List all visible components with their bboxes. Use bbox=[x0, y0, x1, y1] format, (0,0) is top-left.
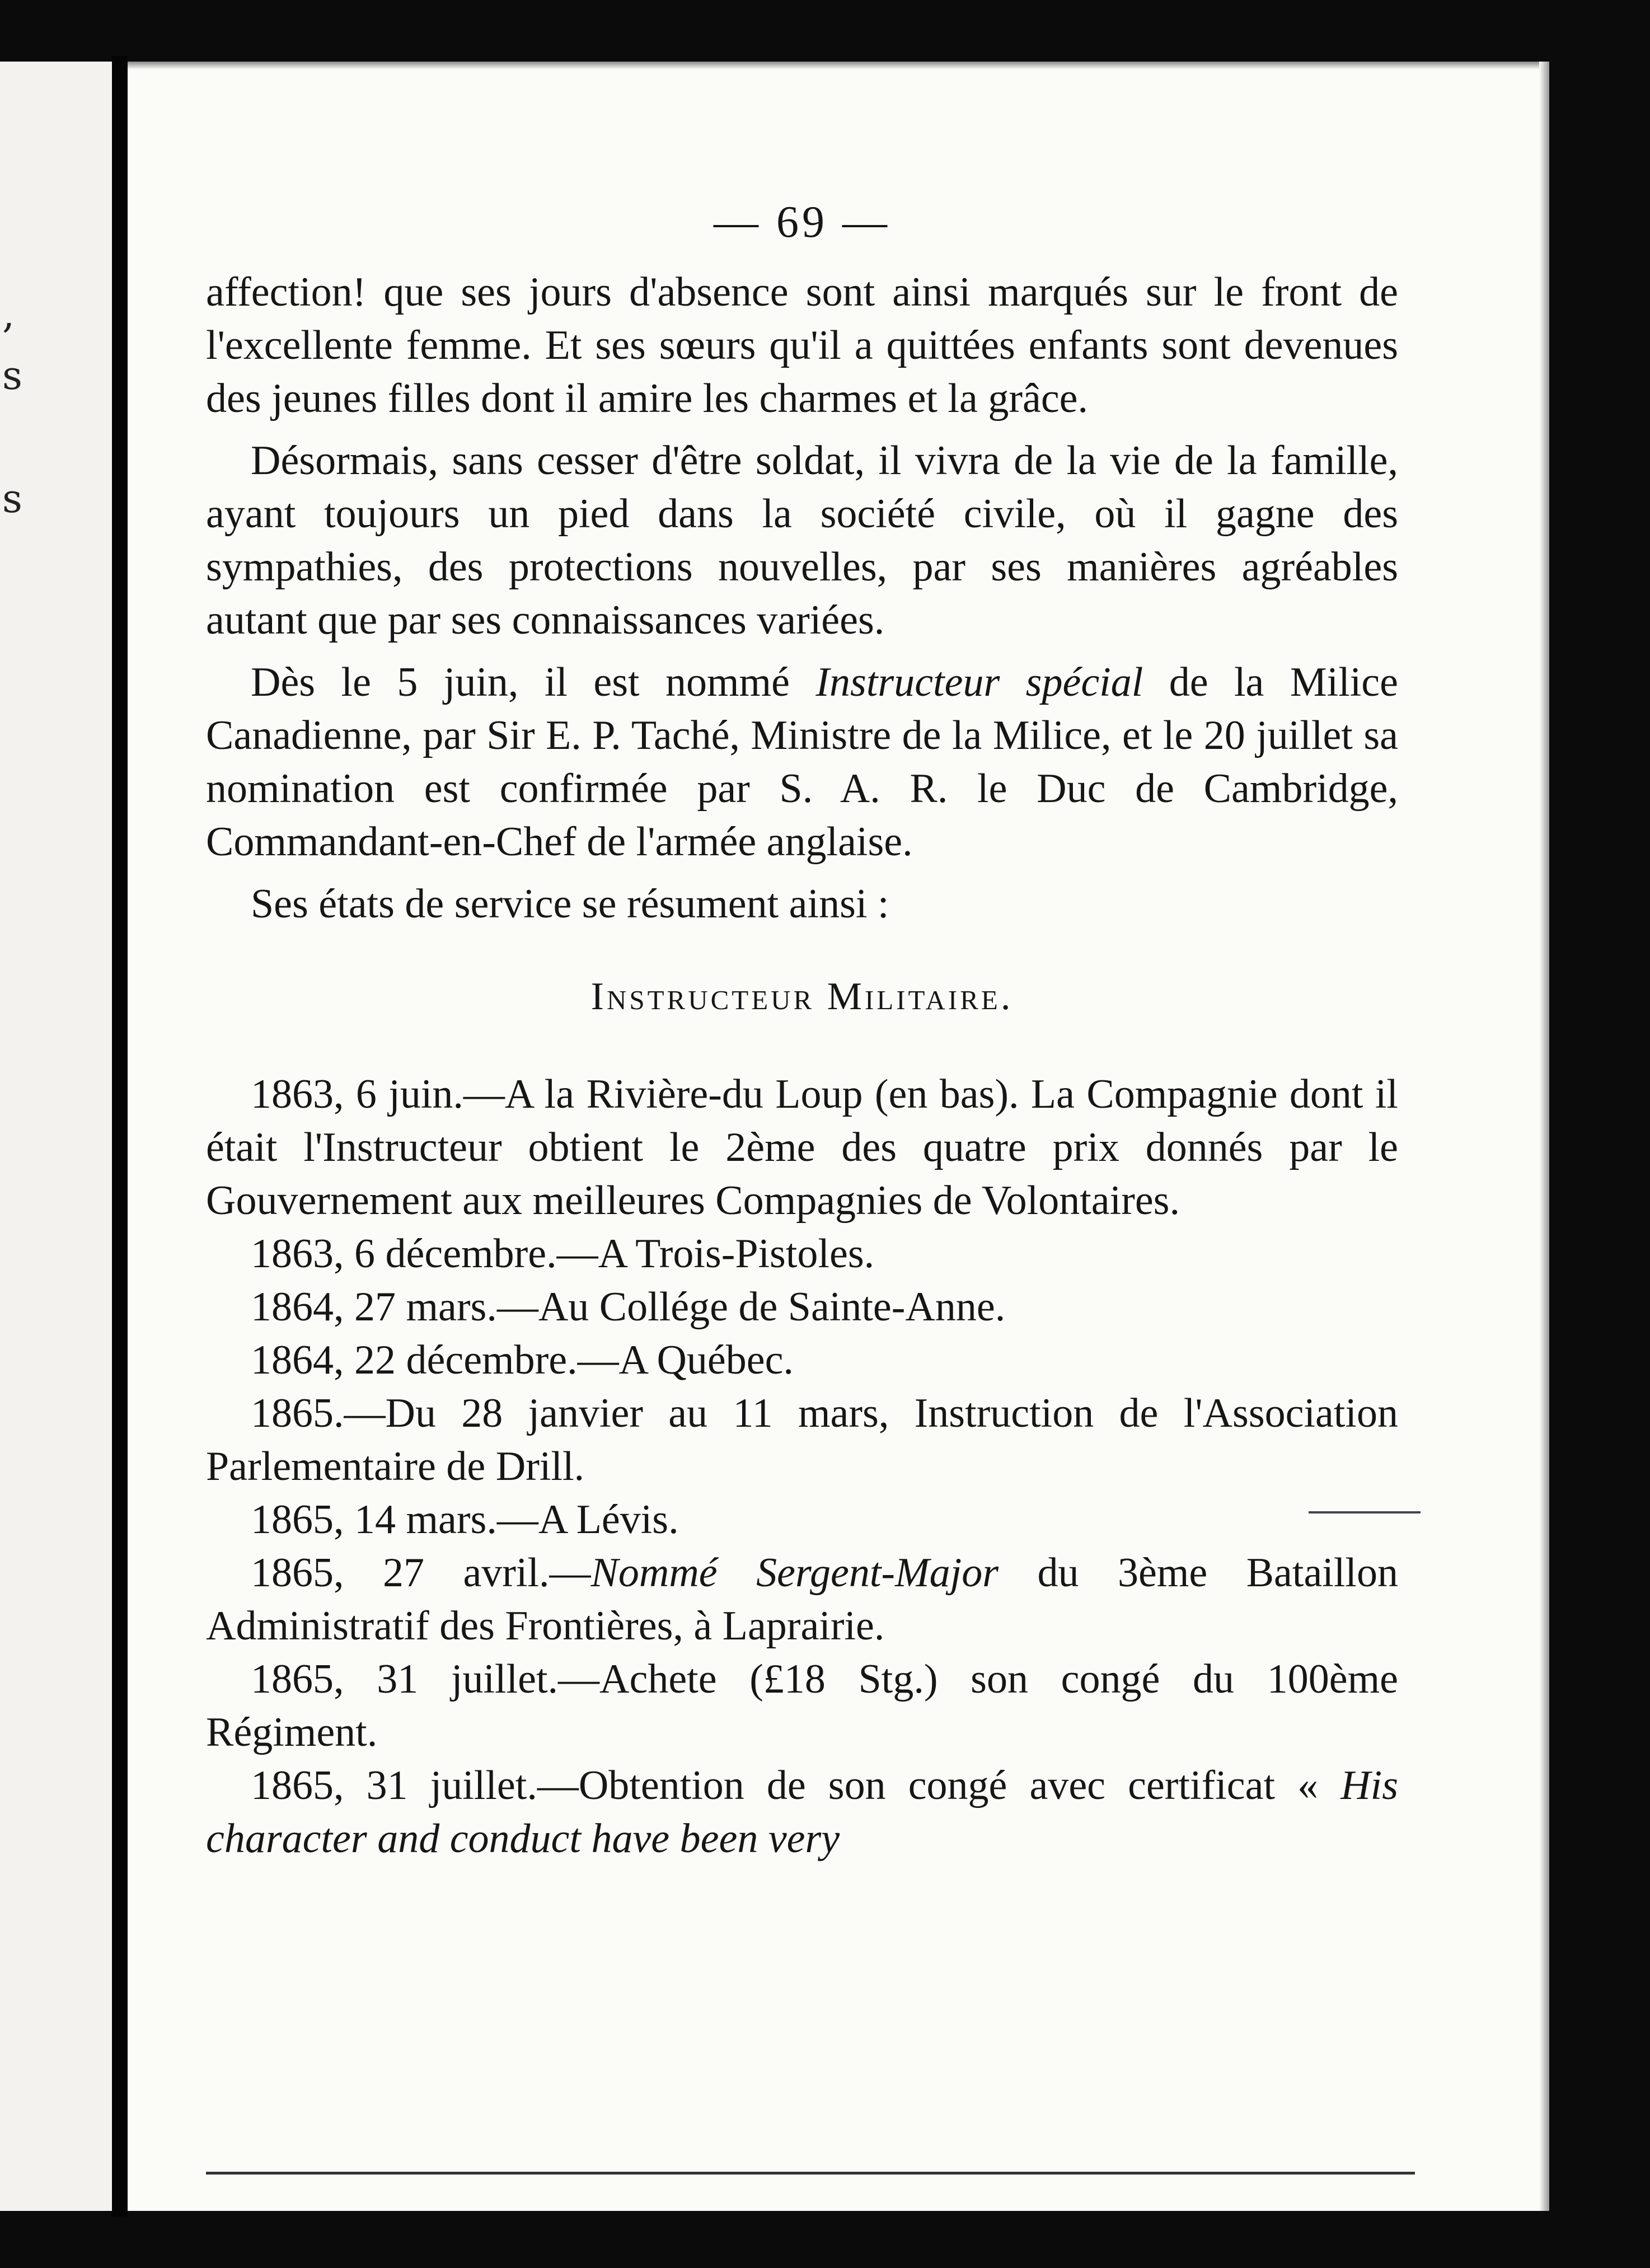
footer-rule bbox=[206, 2172, 1415, 2175]
service-entry: 1864, 27 mars.—Au Collége de Sainte-Anne. bbox=[251, 1284, 1006, 1330]
section-heading: Instructeur Militaire. bbox=[590, 975, 1014, 1018]
page-right-edge bbox=[1539, 62, 1549, 2211]
facing-page-mark: , bbox=[2, 291, 15, 337]
service-entry: 1864, 22 décembre.—A Québec. bbox=[251, 1337, 794, 1383]
service-entry bbox=[206, 1547, 1398, 1653]
paragraph: Désormais, sans cesser d'être soldat, il vivra de la vie de la famille, ayant toujours un pied dans la société civile, où il gagne des sympathies, des protections nouvelles, par ses manières agréables autant que par ses connaissances variées. bbox=[206, 438, 1398, 643]
stray-rule bbox=[1309, 1511, 1421, 1513]
italic-text: Nommé Sergent-Major bbox=[590, 1550, 999, 1596]
page-number: — 69 — bbox=[714, 198, 890, 247]
paragraph bbox=[206, 656, 1398, 869]
italic-text: Instructeur spécial bbox=[815, 659, 1143, 705]
facing-page-mark: s bbox=[2, 476, 22, 522]
service-entry bbox=[206, 1759, 1398, 1866]
service-entry: 1865.—Du 28 janvier au 11 mars, Instruction de l'Association Parlementaire de Drill. bbox=[206, 1390, 1398, 1489]
italic-text: His character and conduct have been very bbox=[206, 1763, 1398, 1862]
facing-page-edge bbox=[0, 62, 112, 2211]
service-entry: 1863, 6 juin.—A la Rivière-du Loup (en bas). La Compagnie dont il était l'Instructeur obtient le 2ème des quatre prix donnés par le Gouvernement aux meilleures Compagnies de Volontaires. bbox=[206, 1071, 1398, 1224]
facing-page-mark: s bbox=[2, 353, 22, 399]
book-page bbox=[128, 62, 1549, 2211]
paragraph: affection! que ses jours d'absence sont ainsi marqués sur le front de l'excellente femme. Et ses sœurs qu'il a quittées enfants sont devenues des jeunes filles dont il amire les charmes et la grâce. bbox=[206, 269, 1398, 421]
paragraph: Ses états de service se résument ainsi : bbox=[251, 881, 889, 927]
page-body bbox=[206, 196, 1398, 1866]
text-run: du 3ème Bataillon Administratif des Frontières, à Laprairie. bbox=[206, 1550, 1398, 1649]
book-gutter bbox=[112, 56, 128, 2217]
text-run: Dès le 5 juin, il est nommé bbox=[251, 659, 816, 705]
service-entry: 1865, 14 mars.—A Lévis. bbox=[251, 1497, 679, 1543]
text-run: 1865, 27 avril.— bbox=[251, 1550, 591, 1596]
text-run: de la Milice Canadienne, par Sir E. P. Taché, Ministre de la Milice, et le 20 juillet sa nomination est confirmée par S. A. R. le Duc de Cambridge, Commandant-en-Chef de l'armée anglaise. bbox=[206, 659, 1398, 865]
text-run: 1865, 31 juillet.—Obtention de son congé avec certificat « bbox=[251, 1763, 1341, 1808]
service-entry: 1865, 31 juillet.—Achete (£18 Stg.) son congé du 100ème Régiment. bbox=[206, 1656, 1398, 1755]
page-top-edge bbox=[128, 62, 1549, 69]
service-entry: 1863, 6 décembre.—A Trois-Pistoles. bbox=[251, 1231, 875, 1277]
